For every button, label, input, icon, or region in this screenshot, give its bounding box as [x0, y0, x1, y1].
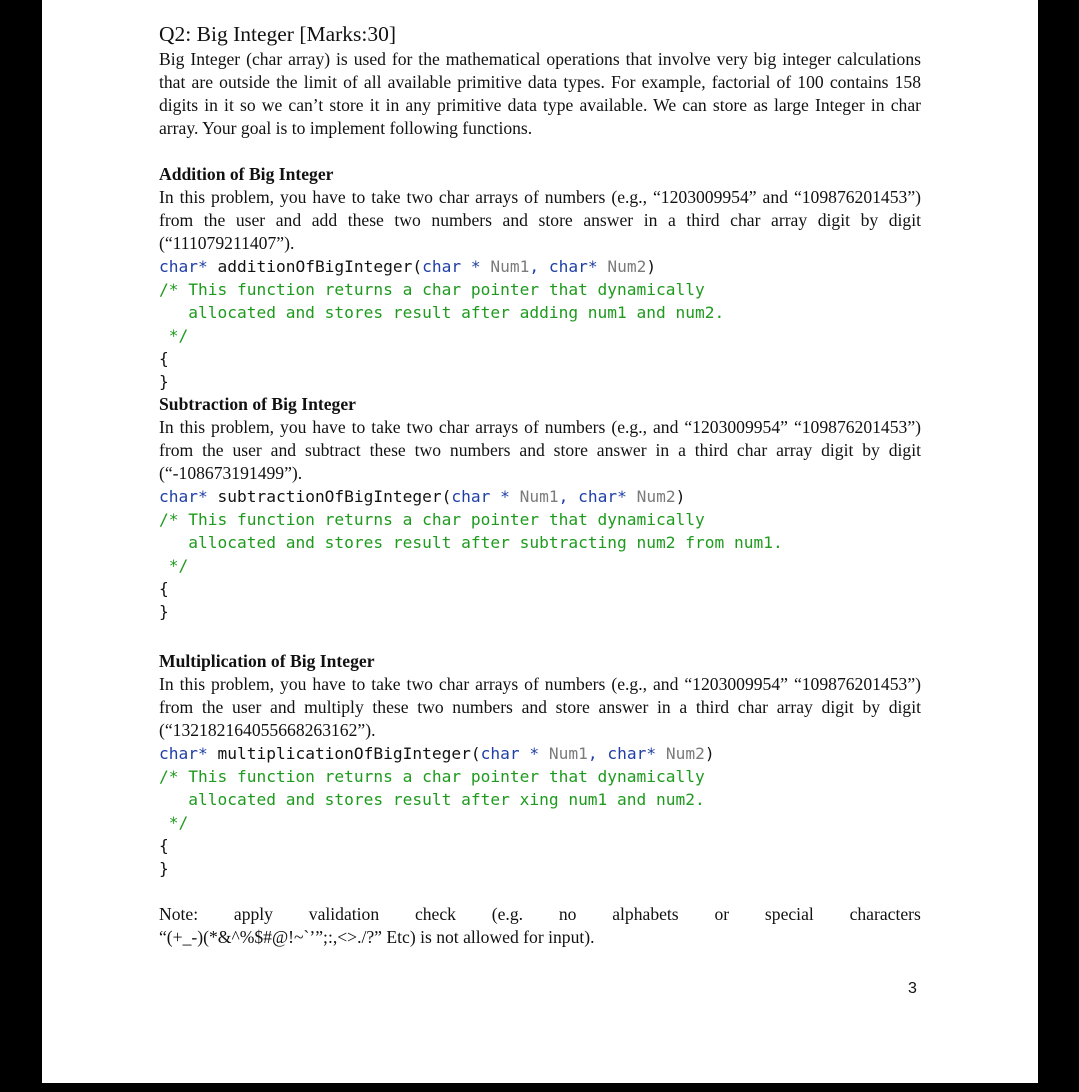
question-title: Q2: Big Integer [Marks:30] [159, 22, 397, 46]
note-line-2: “(+_-)(*&^%$#@!~`’”;:,<>./?” Etc) is not allowed for input). [159, 927, 595, 947]
open-brace: { [159, 349, 169, 368]
section-subtraction [159, 393, 921, 623]
section-heading: Multiplication of Big Integer [159, 651, 375, 671]
section-addition [159, 163, 921, 393]
param-pointer: * [529, 744, 540, 763]
section-description: In this problem, you have to take two char arrays of numbers (e.g., “1203009954” and “109876201453”) from the user and add these two numbers and store answer in a third char array digit by digit (“111079211407”). [159, 187, 921, 253]
note-line-1 [159, 903, 921, 926]
close-brace: } [159, 602, 169, 621]
section-description: In this problem, you have to take two char arrays of numbers (e.g., and “1203009954” “109876201453”) from the user and multiply these two numbers and store answer in a third char array digit by digit (“132182164055668263162”). [159, 674, 921, 740]
open-brace: { [159, 836, 169, 855]
spacer [159, 880, 921, 903]
note-word: no [558, 904, 577, 924]
code-comment-end: */ [159, 556, 189, 575]
code-comment: allocated and stores result after xing num1 and num2. [159, 790, 705, 809]
note-word: Note: [159, 904, 199, 924]
document-page [42, 0, 1038, 1083]
note-word: check [414, 904, 456, 924]
code-comment-end: */ [159, 326, 189, 345]
code-comment: /* This function returns a char pointer that dynamically [159, 280, 705, 299]
param-type: char* [607, 744, 657, 763]
function-name: additionOfBigInteger [217, 257, 413, 276]
page-number: 3 [908, 980, 917, 997]
code-comment: allocated and stores result after subtracting num2 from num1. [159, 533, 783, 552]
question-content [159, 20, 921, 949]
spacer [159, 623, 921, 646]
function-name: subtractionOfBigInteger [217, 487, 442, 506]
param-type: char* [548, 257, 598, 276]
open-brace: { [159, 579, 169, 598]
note-word: characters [849, 904, 921, 924]
param-name: Num2 [607, 257, 647, 276]
return-type: char* [159, 744, 208, 763]
function-name: multiplicationOfBigInteger [217, 744, 471, 763]
function-signature: char* additionOfBigInteger(char * Num1, char* Num2) [159, 257, 657, 276]
param-name: Num1 [519, 487, 559, 506]
note-word: apply [233, 904, 273, 924]
function-signature: char* multiplicationOfBigInteger(char * Num1, char* Num2) [159, 744, 715, 763]
section-heading: Subtraction of Big Integer [159, 394, 356, 414]
param-name: Num1 [490, 257, 530, 276]
note-word: or [714, 904, 730, 924]
param-name: Num2 [636, 487, 676, 506]
code-comment: /* This function returns a char pointer that dynamically [159, 510, 705, 529]
note-word: alphabets [612, 904, 679, 924]
param-pointer: * [470, 257, 481, 276]
close-brace: } [159, 859, 169, 878]
return-type: char* [159, 487, 208, 506]
note-word: special [764, 904, 814, 924]
section-heading: Addition of Big Integer [159, 164, 334, 184]
param-pointer: * [500, 487, 510, 506]
code-comment: allocated and stores result after adding num1 and num2. [159, 303, 725, 322]
close-brace: } [159, 372, 169, 391]
param-type: char [480, 744, 520, 763]
section-multiplication [159, 650, 921, 880]
param-type: char* [578, 487, 627, 506]
section-description: In this problem, you have to take two char arrays of numbers (e.g., and “1203009954” “109876201453”) from the user and subtract these two numbers and store answer in a third char array digit by digit (“-108673191499”). [159, 417, 921, 483]
spacer [159, 140, 921, 163]
param-type: char [451, 487, 491, 506]
note-word: (e.g. [491, 904, 524, 924]
function-signature: char* subtractionOfBigInteger(char * Num1, char* Num2) [159, 487, 686, 506]
param-type: char [422, 257, 462, 276]
param-name: Num2 [665, 744, 705, 763]
code-comment-end: */ [159, 813, 189, 832]
param-name: Num1 [548, 744, 588, 763]
code-comment: /* This function returns a char pointer that dynamically [159, 767, 705, 786]
return-type: char* [159, 257, 208, 276]
note-word: validation [308, 904, 380, 924]
intro-paragraph: Big Integer (char array) is used for the mathematical operations that involve very big integer calculations that are outside the limit of all available primitive data types. For example, factorial of 100 contains 158 digits in it so we can’t store it in any primitive data type available. We can store as large Integer in char array. Your goal is to implement following functions. [159, 49, 921, 138]
validation-note [159, 903, 921, 949]
